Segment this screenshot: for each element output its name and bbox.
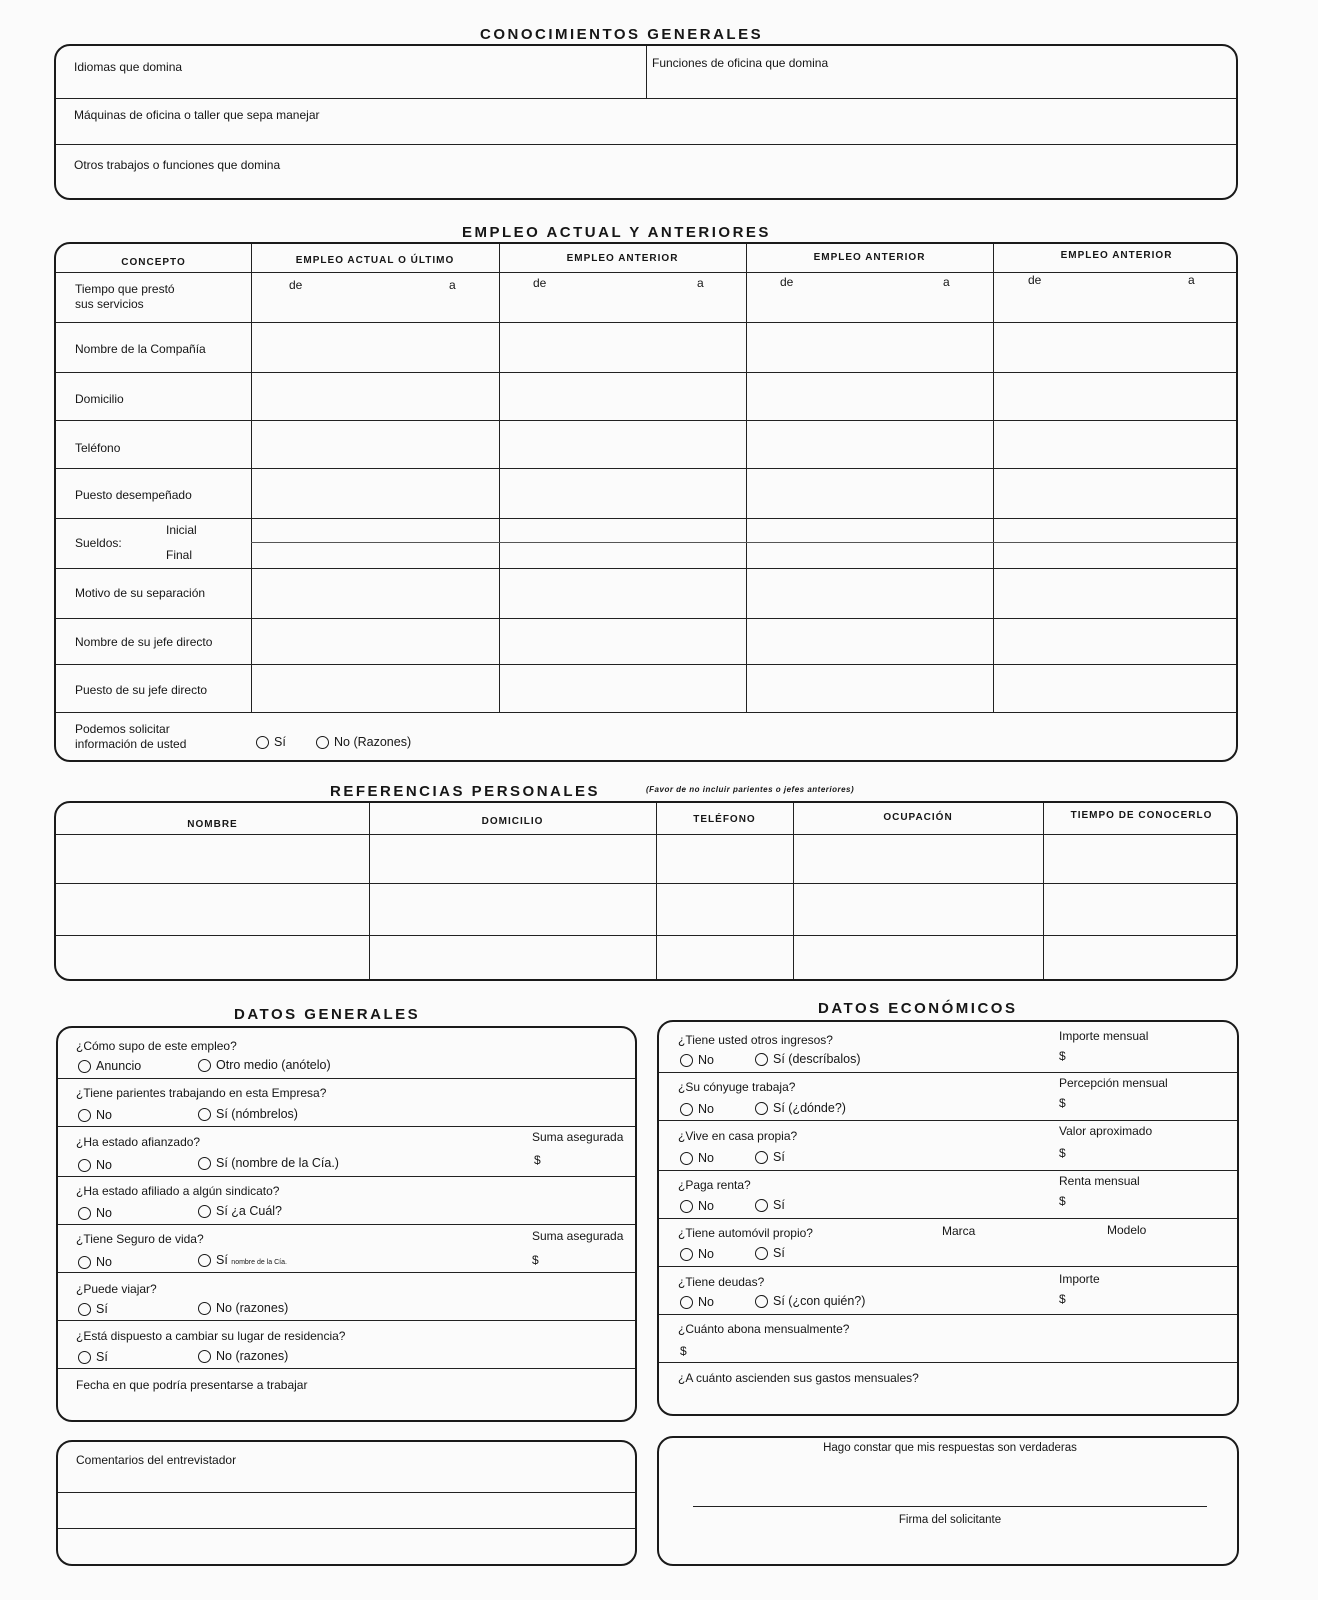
afianzado-no-option[interactable]: No xyxy=(78,1158,112,1172)
row-motivo: Motivo de su separación xyxy=(75,586,206,600)
radio-icon xyxy=(680,1054,693,1067)
header-empleo-anterior-3: EMPLEO ANTERIOR xyxy=(1060,250,1173,261)
gastos-mensuales-field[interactable]: ¿A cuánto ascienden sus gastos mensuales? xyxy=(678,1371,919,1385)
suma-asegurada-label: Suma asegurada xyxy=(532,1229,624,1243)
viajar-si-option[interactable]: Sí xyxy=(78,1302,108,1316)
radio-icon xyxy=(198,1157,211,1170)
q-cuanto-abona: ¿Cuánto abona mensualmente? xyxy=(678,1322,850,1336)
q-casa-propia: ¿Vive en casa propia? xyxy=(678,1129,798,1143)
header-empleo-anterior-2: EMPLEO ANTERIOR xyxy=(813,252,926,263)
row-telefono: Teléfono xyxy=(75,441,121,455)
automovil-no-option[interactable]: No xyxy=(680,1247,714,1261)
economicos-box xyxy=(657,1020,1239,1416)
funciones-field[interactable]: Funciones de oficina que domina xyxy=(652,56,829,70)
row-domicilio: Domicilio xyxy=(75,392,124,406)
row-compania: Nombre de la Compañía xyxy=(75,342,206,356)
percepcion-mensual-field[interactable]: $ xyxy=(1059,1096,1066,1110)
renta-no-option[interactable]: No xyxy=(680,1199,714,1213)
nombre-cia-small: nombre de la Cía. xyxy=(231,1259,287,1266)
solicitar-si-option[interactable]: Sí xyxy=(256,735,286,749)
deudas-si-option[interactable]: Sí (¿con quién?) xyxy=(755,1294,865,1308)
radio-icon xyxy=(78,1060,91,1073)
q-paga-renta: ¿Paga renta? xyxy=(678,1178,751,1192)
radio-icon xyxy=(256,736,269,749)
suma-asegurada-field[interactable]: $ xyxy=(532,1253,539,1267)
modelo-field[interactable]: Modelo xyxy=(1107,1223,1147,1237)
percepcion-mensual-label: Percepción mensual xyxy=(1059,1076,1168,1090)
referencias-title: REFERENCIAS PERSONALES xyxy=(330,783,601,800)
parientes-no-option[interactable]: No xyxy=(78,1108,112,1122)
a-label: a xyxy=(1188,273,1195,287)
radio-icon xyxy=(680,1200,693,1213)
referencias-note: (Favor de no incluir parientes o jefes anteriores) xyxy=(646,785,855,794)
radio-icon xyxy=(680,1296,693,1309)
row-jefe: Nombre de su jefe directo xyxy=(75,635,213,649)
valor-aproximado-label: Valor aproximado xyxy=(1059,1124,1153,1138)
radio-icon xyxy=(198,1205,211,1218)
conocimientos-box xyxy=(54,44,1238,200)
firma-solicitante-field[interactable]: Firma del solicitante xyxy=(898,1514,1002,1526)
ref-header-domicilio: DOMICILIO xyxy=(481,816,544,827)
radio-icon xyxy=(198,1059,211,1072)
conyuge-no-option[interactable]: No xyxy=(680,1102,714,1116)
afianzado-si-option[interactable]: Sí (nombre de la Cía.) xyxy=(198,1156,339,1170)
sindicato-si-option[interactable]: Sí ¿a Cuál? xyxy=(198,1204,282,1218)
fecha-presentarse-field[interactable]: Fecha en que podría presentarse a trabajar xyxy=(76,1378,308,1392)
radio-icon xyxy=(755,1151,768,1164)
casa-si-option[interactable]: Sí xyxy=(755,1150,785,1164)
q-automovil: ¿Tiene automóvil propio? xyxy=(678,1226,813,1240)
radio-icon xyxy=(78,1109,91,1122)
radio-icon xyxy=(755,1295,768,1308)
empleo-title: EMPLEO ACTUAL Y ANTERIORES xyxy=(462,224,771,241)
header-empleo-actual: EMPLEO ACTUAL O ÚLTIMO xyxy=(295,255,455,266)
viajar-no-option[interactable]: No (razones) xyxy=(198,1301,288,1315)
q-conyuge-trabaja: ¿Su cónyuge trabaja? xyxy=(678,1080,796,1094)
renta-mensual-field[interactable]: $ xyxy=(1059,1194,1066,1208)
radio-icon xyxy=(78,1159,91,1172)
marca-field[interactable]: Marca xyxy=(942,1224,976,1238)
parientes-si-option[interactable]: Sí (nómbrelos) xyxy=(198,1107,298,1121)
suma-asegurada-label: Suma asegurada xyxy=(532,1130,624,1144)
a-label: a xyxy=(943,275,950,289)
radio-icon xyxy=(755,1102,768,1115)
abona-field[interactable]: $ xyxy=(680,1344,687,1358)
generales-title: DATOS GENERALES xyxy=(234,1006,421,1023)
firma-box xyxy=(657,1436,1239,1566)
row-puesto: Puesto desempeñado xyxy=(75,488,192,502)
de-label: de xyxy=(780,275,794,289)
row-tiempo: Tiempo que prestó xyxy=(75,282,175,296)
a-label: a xyxy=(697,276,704,290)
seguro-no-option[interactable]: No xyxy=(78,1255,112,1269)
radio-icon xyxy=(680,1103,693,1116)
referencias-table xyxy=(54,801,1238,981)
solicitar-label: Podemos solicitar xyxy=(75,722,170,736)
ref-header-tiempo: TIEMPO DE CONOCERLO xyxy=(1070,810,1213,821)
deudas-no-option[interactable]: No xyxy=(680,1295,714,1309)
radio-icon xyxy=(680,1248,693,1261)
radio-icon xyxy=(198,1350,211,1363)
radio-icon xyxy=(78,1207,91,1220)
q-afianzado: ¿Ha estado afianzado? xyxy=(76,1135,201,1149)
q-seguro-vida: ¿Tiene Seguro de vida? xyxy=(76,1232,204,1246)
header-empleo-anterior-1: EMPLEO ANTERIOR xyxy=(566,253,679,264)
radio-icon xyxy=(78,1256,91,1269)
renta-si-option[interactable]: Sí xyxy=(755,1198,785,1212)
ingresos-no-option[interactable]: No xyxy=(680,1053,714,1067)
solicitar-no-option[interactable]: No (Razones) xyxy=(316,735,411,749)
residencia-no-option[interactable]: No (razones) xyxy=(198,1349,288,1363)
valor-aproximado-field[interactable]: $ xyxy=(1059,1146,1066,1160)
q-puede-viajar: ¿Puede viajar? xyxy=(76,1282,157,1296)
sindicato-no-option[interactable]: No xyxy=(78,1206,112,1220)
radio-icon xyxy=(78,1303,91,1316)
seguro-si-option[interactable]: Sí nombre de la Cía. xyxy=(198,1253,287,1267)
otros-trabajos-field[interactable]: Otros trabajos o funciones que domina xyxy=(74,158,281,172)
automovil-si-option[interactable]: Sí xyxy=(755,1246,785,1260)
conocimientos-title: CONOCIMIENTOS GENERALES xyxy=(480,26,764,43)
de-label: de xyxy=(289,278,303,292)
q-otros-ingresos: ¿Tiene usted otros ingresos? xyxy=(678,1033,833,1047)
ingresos-si-option[interactable]: Sí (descríbalos) xyxy=(755,1052,861,1066)
conyuge-si-option[interactable]: Sí (¿dónde?) xyxy=(755,1101,846,1115)
hago-constar-text: Hago constar que mis respuestas son verdaderas xyxy=(823,1442,1077,1454)
radio-icon xyxy=(198,1108,211,1121)
q-como-supo: ¿Cómo supo de este empleo? xyxy=(76,1039,237,1053)
row-sueldo-inicial: Inicial xyxy=(166,523,197,537)
radio-icon xyxy=(755,1053,768,1066)
residencia-si-option[interactable]: Sí xyxy=(78,1350,108,1364)
importe-mensual-field[interactable]: $ xyxy=(1059,1049,1066,1063)
radio-icon xyxy=(755,1247,768,1260)
importe-field[interactable]: $ xyxy=(1059,1292,1066,1306)
comentarios-box xyxy=(56,1440,637,1566)
de-label: de xyxy=(1028,273,1042,287)
otro-medio-option[interactable]: Otro medio (anótelo) xyxy=(198,1058,331,1072)
q-parientes: ¿Tiene parientes trabajando en esta Empresa? xyxy=(76,1086,327,1100)
radio-icon xyxy=(198,1254,211,1267)
generales-box xyxy=(56,1026,637,1422)
radio-icon xyxy=(198,1302,211,1315)
header-concepto: CONCEPTO xyxy=(121,257,186,268)
row-sueldo-final: Final xyxy=(166,548,193,562)
importe-label: Importe xyxy=(1059,1272,1100,1286)
solicitar-label-2: información de usted xyxy=(75,737,187,751)
anuncio-option[interactable]: Anuncio xyxy=(78,1059,141,1073)
empleo-table xyxy=(54,242,1238,762)
radio-icon xyxy=(78,1351,91,1364)
renta-mensual-label: Renta mensual xyxy=(1059,1174,1140,1188)
maquinas-field[interactable]: Máquinas de oficina o taller que sepa manejar xyxy=(74,108,320,122)
row-tiempo-2: sus servicios xyxy=(75,297,144,311)
radio-icon xyxy=(755,1199,768,1212)
row-sueldos: Sueldos: xyxy=(75,536,122,550)
ref-header-ocupacion: OCUPACIÓN xyxy=(883,812,953,823)
row-puesto-jefe: Puesto de su jefe directo xyxy=(75,683,208,697)
ref-header-telefono: TELÉFONO xyxy=(693,814,756,825)
importe-mensual-label: Importe mensual xyxy=(1059,1029,1149,1043)
radio-icon xyxy=(316,736,329,749)
q-cambiar-residencia: ¿Está dispuesto a cambiar su lugar de residencia? xyxy=(76,1329,346,1343)
a-label: a xyxy=(449,278,456,292)
idiomas-field[interactable]: Idiomas que domina xyxy=(74,60,183,74)
economicos-title: DATOS ECONÓMICOS xyxy=(818,1000,1018,1017)
q-sindicato: ¿Ha estado afiliado a algún sindicato? xyxy=(76,1184,280,1198)
suma-asegurada-field[interactable]: $ xyxy=(534,1153,541,1167)
comentarios-field[interactable]: Comentarios del entrevistador xyxy=(76,1453,237,1467)
radio-icon xyxy=(680,1152,693,1165)
q-deudas: ¿Tiene deudas? xyxy=(678,1275,765,1289)
casa-no-option[interactable]: No xyxy=(680,1151,714,1165)
ref-header-nombre: NOMBRE xyxy=(187,819,238,830)
de-label: de xyxy=(533,276,547,290)
